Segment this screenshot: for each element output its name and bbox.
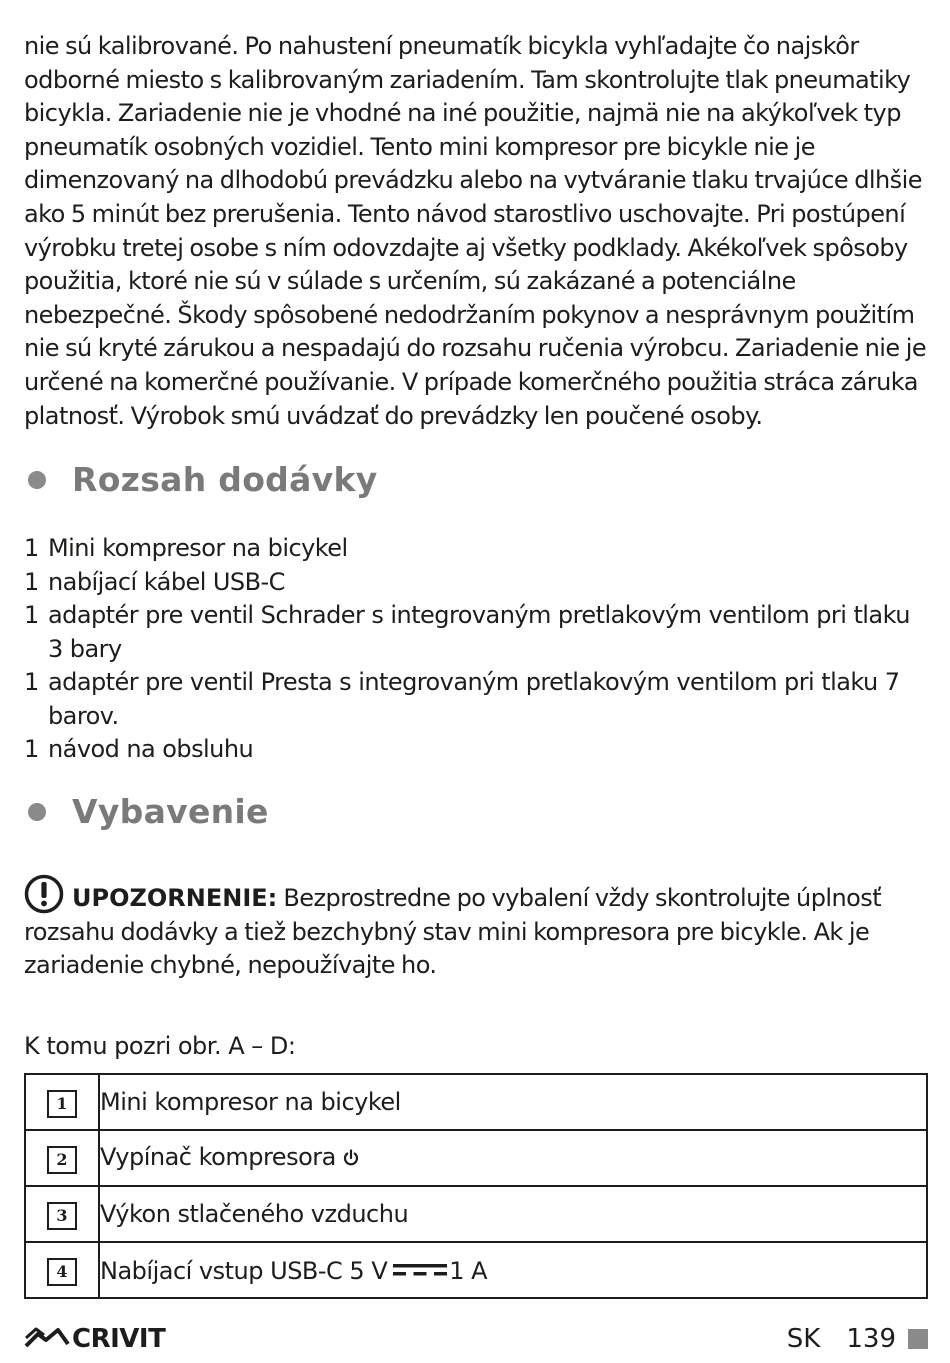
page-marker-icon xyxy=(908,1329,928,1349)
intro-paragraph: nie sú kalibrované. Po nahustení pneumatík bicykla vyhľadajte čo najskôr odborné miesto s kalibrovaným zariadením. Tam skontrolujte tlak pneumatiky bicykla. Zariadenie nie je vhodné na iné použitie, najmä nie na akýkoľvek typ pneumatík osobných vozidiel. Tento mini kompresor pre bicykle nie je dimenzovaný na dlhodobú prevádzku alebo na vytváranie tlaku trvajúce dlhšie ako 5 minút bez prerušenia. Tento návod starostlivo uschovajte. Pri postúpení výrobku tretej osobe s ním odovzdajte aj všetky podklady. Akékoľvek spôsoby použitia, ktoré nie sú v súlade s určením, sú zakázané a potenciálne nebezpečné. Škody spôsobené nedodržaním pokynov a nesprávnym použitím nie sú kryté zárukou a nespadajú do rozsahu ručenia výrobcu. Zariadenie nie je určené na komerčné používanie. V prípade komerčného použitia stráca záruka platnosť. Výrobok smú uvádzať do prevádzky len poučené osoby. xyxy=(24,32,927,430)
list-item xyxy=(24,599,928,666)
figure-reference: K tomu pozri obr. A – D: xyxy=(24,1032,296,1060)
heading-bullet-icon xyxy=(28,803,46,821)
list-item xyxy=(24,733,928,767)
page-content xyxy=(24,30,928,1285)
brand-name: CRIVIT xyxy=(72,1324,166,1354)
item-text: nabíjací kábel USB-C xyxy=(48,567,285,596)
warning-text: Bezprostredne po vybalení vždy skontrolujte úplnosť rozsahu dodávky a tiež bezchybný stav mini kompresora pre bicykle. Ak je zariadenie chybné, nepoužívajte ho. xyxy=(24,884,882,980)
item-text: návod na obsluhu xyxy=(48,735,254,763)
item-text: adaptér pre ventil Presta s integrovaným pretlakovým ventilom pri tlaku 7 barov. xyxy=(48,668,900,730)
table-row xyxy=(25,1186,927,1242)
list-item xyxy=(24,532,928,566)
warning-label: UPOZORNENIE: xyxy=(72,884,278,912)
item-qty: 1 xyxy=(24,735,39,763)
item-qty: 1 xyxy=(24,567,39,596)
part-label-suffix: 1 A xyxy=(449,1257,488,1285)
item-text: Mini kompresor na bicykel xyxy=(48,534,348,562)
table-row xyxy=(25,1130,927,1186)
list-item xyxy=(24,666,928,733)
part-number: 2 xyxy=(47,1146,77,1174)
item-qty: 1 xyxy=(24,534,39,562)
page-footer xyxy=(24,1322,928,1358)
part-label: Mini kompresor na bicykel xyxy=(99,1074,927,1130)
exclamation-circle-icon xyxy=(24,874,64,914)
table-row xyxy=(25,1074,927,1130)
item-qty: 1 xyxy=(24,601,39,629)
page-number: 139 xyxy=(846,1324,896,1354)
part-number: 4 xyxy=(47,1258,77,1286)
part-label: Výkon stlačeného vzduchu xyxy=(99,1186,927,1242)
list-item xyxy=(24,566,928,600)
item-text: adaptér pre ventil Schrader s integrovaným pretlakovým ventilom pri tlaku 3 bary xyxy=(48,601,910,663)
section-heading-delivery xyxy=(24,460,378,499)
table-row xyxy=(25,1242,927,1298)
section-heading-delivery-text: Rozsah dodávky xyxy=(72,460,378,499)
part-number: 1 xyxy=(47,1090,77,1118)
item-qty: 1 xyxy=(24,668,39,696)
page-info xyxy=(787,1324,928,1354)
delivery-list xyxy=(24,532,928,767)
part-number: 3 xyxy=(47,1202,77,1230)
crivit-swoosh-icon xyxy=(24,1324,70,1354)
warning-paragraph xyxy=(24,874,928,983)
parts-table xyxy=(24,1073,928,1299)
brand-logo xyxy=(24,1324,165,1354)
part-label: Nabíjací vstup USB-C 5 V xyxy=(100,1257,388,1285)
section-heading-equipment-text: Vybavenie xyxy=(72,792,269,831)
language-code: SK xyxy=(786,1324,821,1354)
dc-current-icon xyxy=(393,1255,447,1283)
power-icon xyxy=(342,1145,360,1173)
section-heading-equipment xyxy=(24,792,269,831)
part-label: Vypínač kompresora xyxy=(100,1143,336,1171)
heading-bullet-icon xyxy=(28,471,46,489)
